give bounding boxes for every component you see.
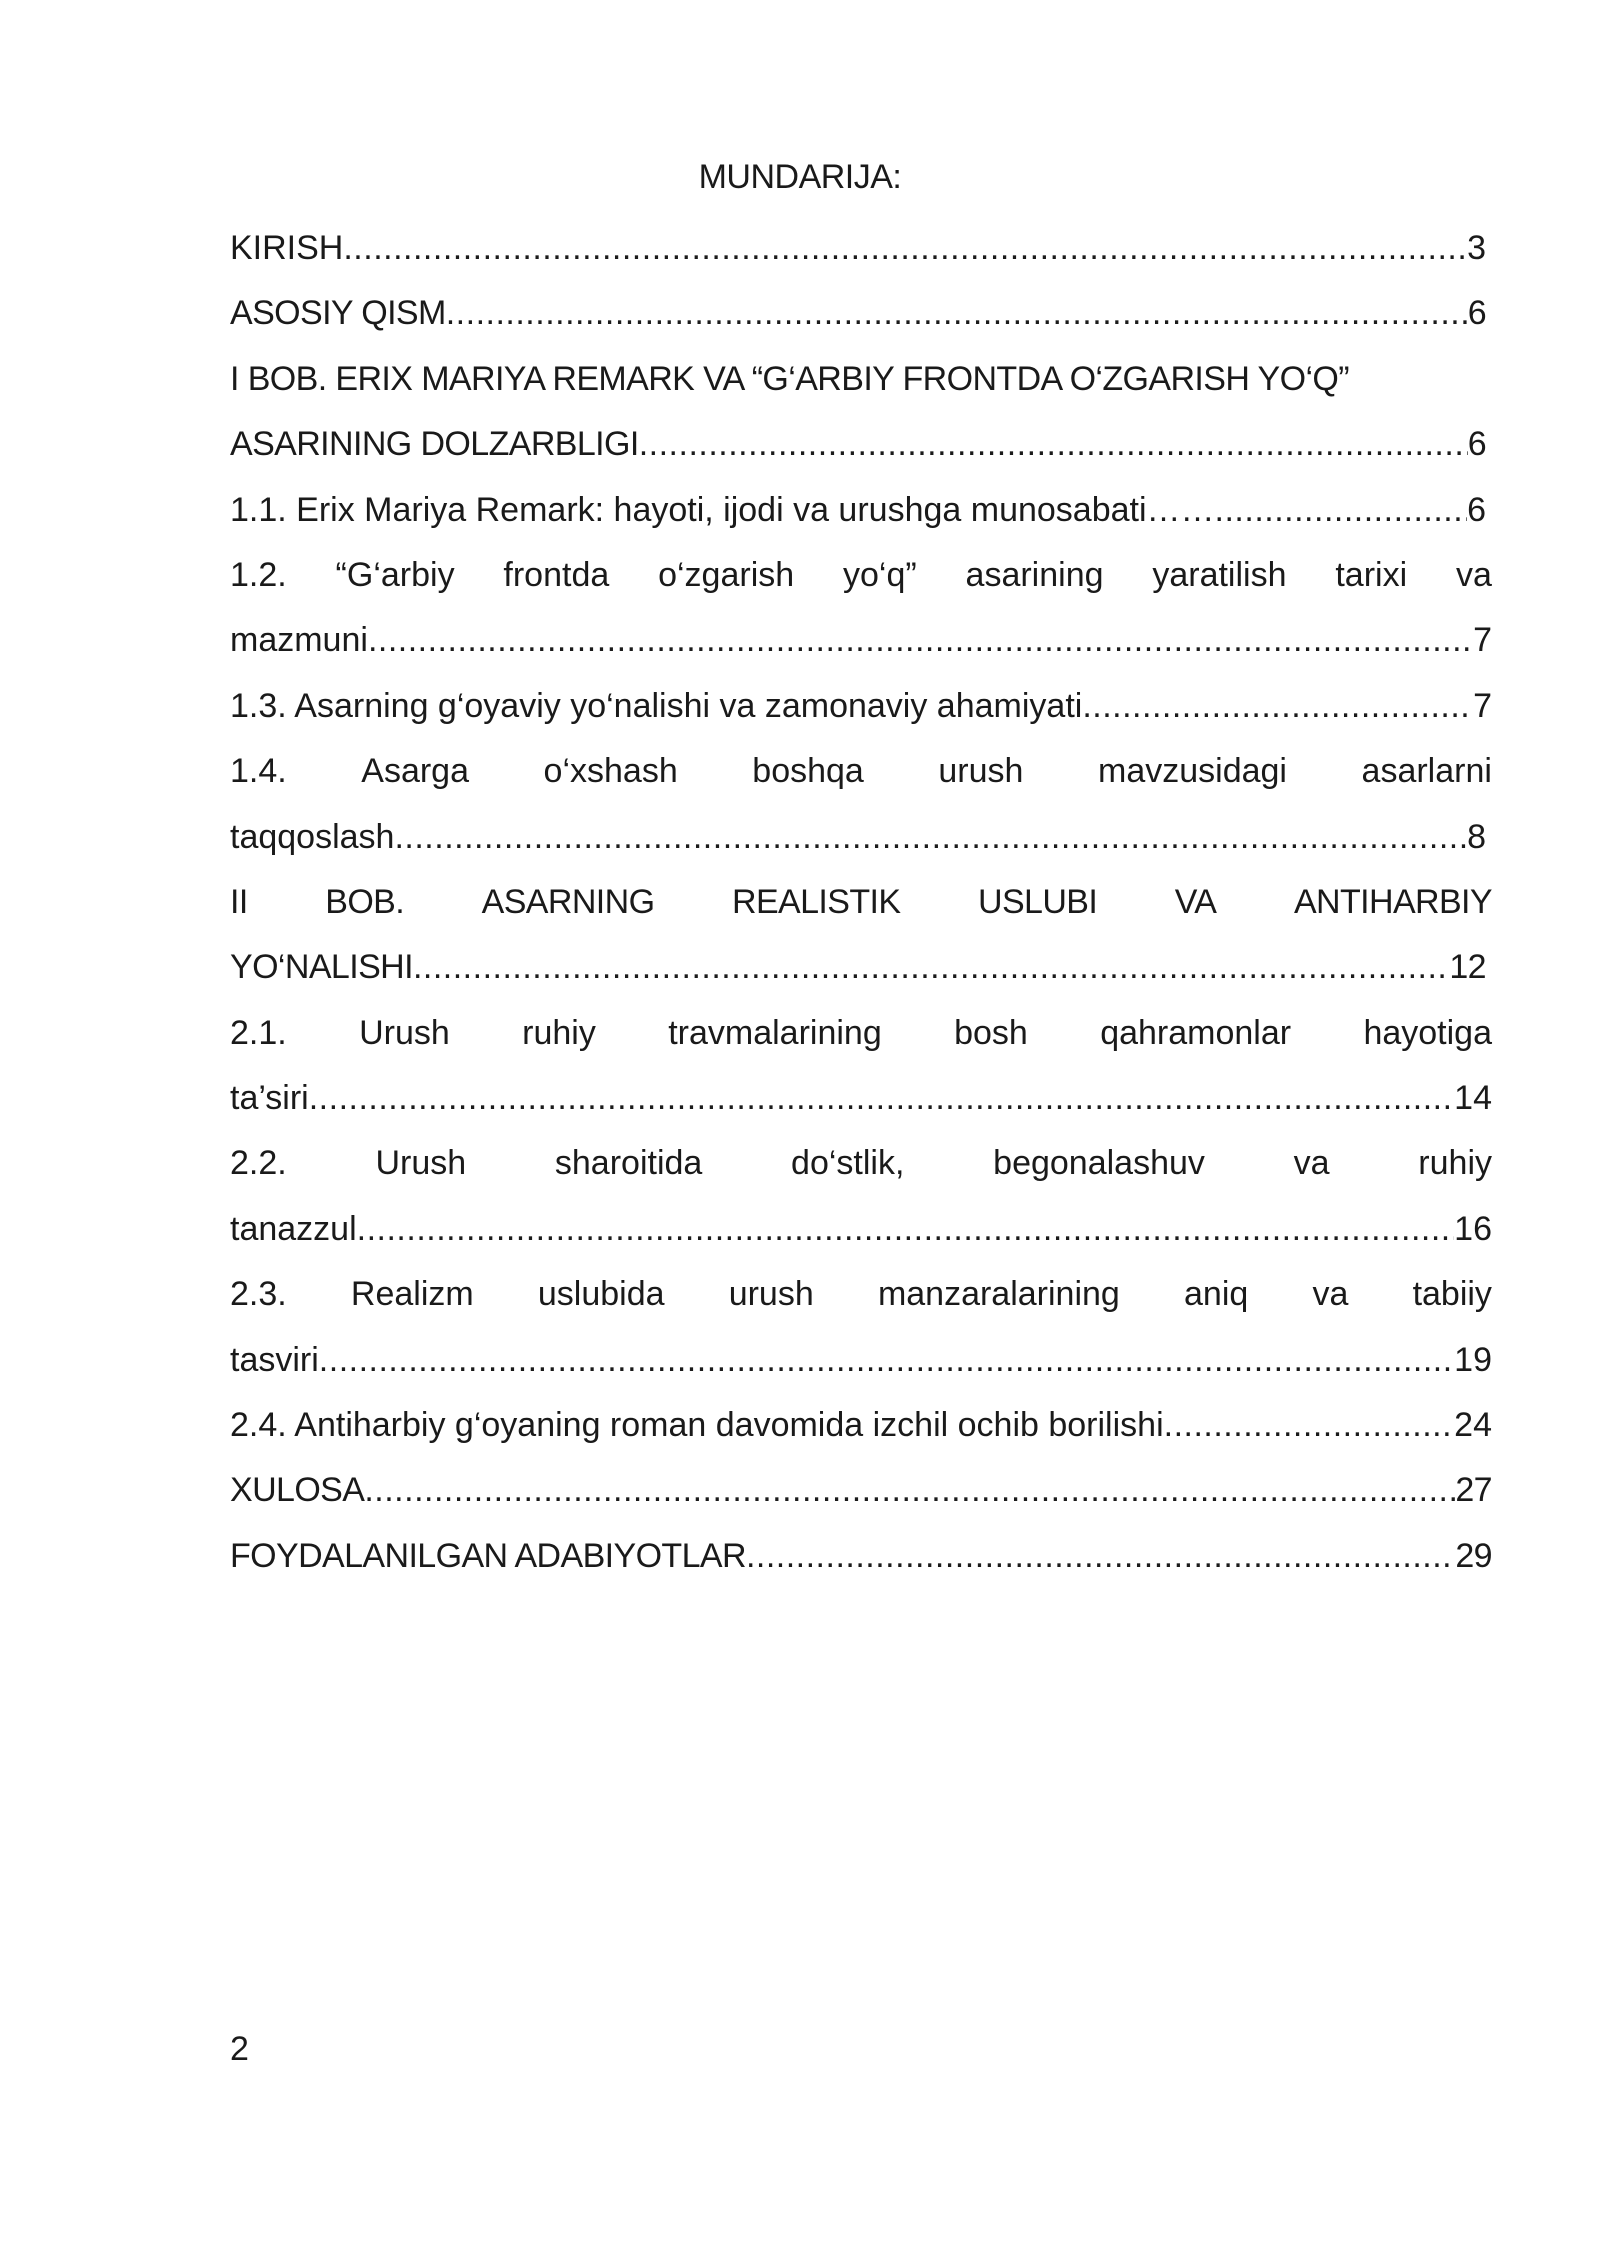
toc-page-number: 6: [1467, 425, 1486, 464]
toc-entry-chapter-1: [230, 412, 1492, 477]
toc-entry-1-3: [230, 674, 1492, 739]
toc-entry-1-1: [230, 478, 1492, 543]
toc-word: sharoitida: [554, 1144, 703, 1183]
toc-entry-text: tasviri: [230, 1340, 319, 1379]
toc-word: tabiiy: [1412, 1275, 1492, 1314]
toc-word: BOB.: [325, 882, 405, 921]
toc-word: 2.1.: [230, 1013, 287, 1052]
toc-entry-text: 1.3. Asarning g‘oyaviy yo‘nalishi va zamonaviy ahamiyati: [230, 686, 1083, 725]
toc-word: manzaralarining: [877, 1275, 1120, 1314]
table-of-contents: [230, 216, 1492, 1589]
toc-word: USLUBI: [977, 882, 1098, 921]
toc-word: travmalarining: [668, 1013, 882, 1052]
toc-word: Realizm: [350, 1275, 474, 1314]
toc-entry-kirish: [230, 216, 1492, 281]
toc-word: Urush: [375, 1144, 467, 1183]
toc-word: uslubida: [537, 1275, 665, 1314]
toc-word: hayotiga: [1363, 1013, 1492, 1052]
toc-word: ANTIHARBIY: [1293, 882, 1492, 921]
toc-page-number: 7: [1473, 621, 1492, 660]
toc-page-number: 27: [1455, 1471, 1492, 1510]
toc-page-number: 7: [1473, 686, 1492, 725]
toc-word: yaratilish: [1152, 555, 1287, 594]
toc-page-number: 6: [1467, 294, 1486, 333]
toc-page-number: 3: [1467, 229, 1486, 267]
toc-page-number: 6: [1467, 490, 1486, 529]
toc-word: asarining: [965, 555, 1104, 594]
toc-leader-dots: [343, 216, 1467, 281]
toc-word: ruhiy: [522, 1013, 596, 1052]
toc-leader-dots: [446, 281, 1468, 346]
toc-word: 1.4.: [230, 752, 287, 791]
toc-entry-asosiy-qism: [230, 281, 1492, 346]
toc-word: mavzusidagi: [1098, 752, 1287, 791]
toc-entry-text: tanazzul: [230, 1209, 357, 1248]
toc-word: boshqa: [752, 752, 864, 791]
toc-leader-dots: [746, 1524, 1455, 1589]
toc-entry-text: ASARINING DOLZARBLIGI: [230, 425, 639, 464]
toc-word: “G‘arbiy: [335, 555, 455, 594]
toc-leader-dots: [1164, 1393, 1455, 1458]
toc-word: Asarga: [361, 752, 469, 791]
page-number: 2: [230, 2030, 249, 2068]
toc-entry-text: taqqoslash: [230, 817, 395, 856]
toc-page-number: 24: [1454, 1406, 1492, 1445]
toc-entry-chapter-2: [230, 935, 1492, 1000]
toc-word: qahramonlar: [1100, 1013, 1292, 1052]
toc-page-number: 29: [1455, 1536, 1492, 1575]
toc-page-number: 19: [1454, 1340, 1492, 1379]
toc-word: urush: [728, 1275, 814, 1314]
toc-entry-2-2: [230, 1197, 1492, 1262]
toc-word: begonalashuv: [993, 1144, 1205, 1183]
toc-word: 2.2.: [230, 1144, 287, 1183]
toc-word: 2.3.: [230, 1275, 287, 1314]
toc-leader-dots: [1215, 478, 1468, 543]
toc-entry-text: 2.4. Antiharbiy g‘oyaning roman davomida izchil ochib borilishi: [230, 1406, 1164, 1445]
toc-word: va: [1455, 555, 1492, 594]
toc-word: Urush: [359, 1013, 450, 1052]
toc-entry-1-2-heading: [230, 543, 1492, 608]
toc-leader-dots: [364, 1458, 1455, 1523]
toc-leader-dots: [309, 1066, 1454, 1131]
toc-entry-text: mazmuni: [230, 621, 368, 660]
toc-entry-text: ta’siri: [230, 1079, 309, 1118]
toc-title: MUNDARIJA:: [698, 158, 902, 196]
toc-entry-chapter-1-heading: [230, 347, 1492, 412]
toc-word: asarlarni: [1361, 752, 1492, 791]
toc-leader-dots: [319, 1328, 1454, 1393]
toc-entry-chapter-2-heading: [230, 870, 1492, 935]
toc-entry-xulosa: [230, 1458, 1492, 1523]
toc-page-number: 14: [1454, 1079, 1492, 1118]
toc-entry-text: ASOSIY QISM: [230, 294, 446, 333]
toc-word: yo‘q”: [843, 555, 917, 594]
toc-word: urush: [938, 752, 1024, 791]
toc-word: frontda: [503, 555, 610, 594]
toc-page-number: 8: [1467, 817, 1486, 856]
toc-entry-2-1-heading: [230, 1001, 1492, 1066]
toc-leader-dots: [1082, 674, 1473, 739]
toc-word: ASARNING: [481, 882, 655, 921]
toc-word: ruhiy: [1418, 1144, 1492, 1183]
toc-entry-text: I BOB. ERIX MARIYA REMARK VA “G‘ARBIY FRONTDA O‘ZGARISH YO‘Q”: [230, 359, 1349, 398]
toc-entry-text: YO‘NALISHI: [230, 948, 413, 987]
toc-word: o‘zgarish: [658, 555, 795, 594]
toc-word: II: [230, 882, 248, 921]
toc-entry-text: XULOSA: [230, 1471, 365, 1510]
toc-entry-text: FOYDALANILGAN ADABIYOTLAR: [230, 1536, 746, 1575]
toc-entry-2-3: [230, 1328, 1492, 1393]
toc-entry-2-4: [230, 1393, 1492, 1458]
toc-entry-2-3-heading: [230, 1262, 1492, 1327]
toc-page-number: 16: [1454, 1209, 1492, 1248]
toc-word: va: [1293, 1144, 1330, 1183]
toc-word: bosh: [954, 1013, 1028, 1052]
toc-entry-text: 1.1. Erix Mariya Remark: hayoti, ijodi va urushga munosabati……: [230, 490, 1215, 529]
toc-leader-dots: [357, 1197, 1455, 1262]
toc-word: aniq: [1184, 1275, 1249, 1314]
toc-word: do‘stlik,: [791, 1144, 905, 1183]
toc-entry-2-1: [230, 1066, 1492, 1131]
toc-word: REALISTIK: [732, 882, 901, 921]
toc-entry-1-2: [230, 608, 1492, 673]
toc-word: VA: [1174, 882, 1217, 921]
toc-leader-dots: [394, 805, 1467, 870]
toc-page-number: 12: [1449, 948, 1486, 987]
toc-entry-1-4: [230, 805, 1492, 870]
toc-leader-dots: [413, 935, 1449, 1000]
toc-word: va: [1312, 1275, 1349, 1314]
toc-word: o‘xshash: [543, 752, 678, 791]
toc-word: 1.2.: [230, 555, 287, 594]
toc-entry-1-4-heading: [230, 739, 1492, 804]
toc-entry-2-2-heading: [230, 1131, 1492, 1196]
toc-entry-adabiyotlar: [230, 1524, 1492, 1589]
toc-leader-dots: [368, 608, 1473, 673]
toc-entry-text: KIRISH: [230, 229, 344, 267]
toc-leader-dots: [639, 412, 1468, 477]
toc-word: tarixi: [1335, 555, 1408, 594]
